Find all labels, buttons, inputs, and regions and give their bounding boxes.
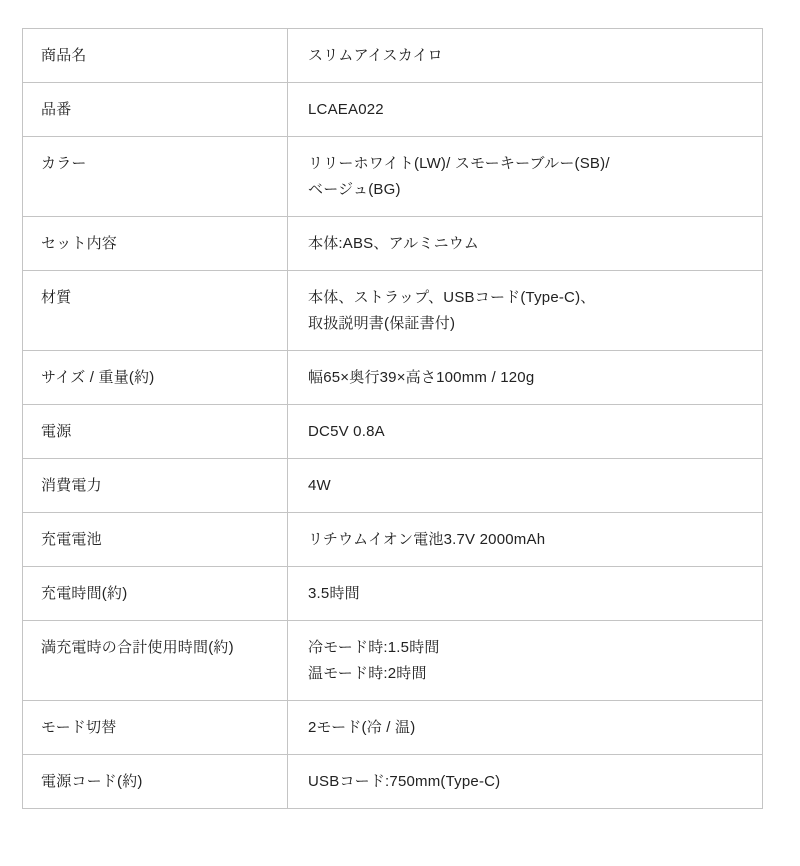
spec-label: 電源: [23, 405, 288, 459]
spec-value: [288, 459, 763, 513]
table-row: [23, 755, 763, 809]
spec-value-line: LCAEA022: [308, 100, 384, 118]
spec-label: サイズ / 重量(約): [23, 351, 288, 405]
spec-value: [288, 29, 763, 83]
spec-value-line: 冷モード時:1.5時間: [308, 638, 440, 656]
spec-value: [288, 755, 763, 809]
spec-value-line: 取扱説明書(保証書付): [308, 314, 456, 332]
spec-table-body: [23, 29, 763, 809]
spec-label: 商品名: [23, 29, 288, 83]
spec-value: [288, 405, 763, 459]
spec-value: [288, 351, 763, 405]
spec-value: [288, 83, 763, 137]
spec-value-line: 3.5時間: [308, 584, 360, 602]
spec-value-line: 本体、ストラップ、USBコード(Type-C)、: [308, 288, 596, 306]
table-row: [23, 513, 763, 567]
table-row: [23, 621, 763, 701]
spec-label: 電源コード(約): [23, 755, 288, 809]
spec-label: カラー: [23, 137, 288, 217]
spec-value: [288, 567, 763, 621]
table-row: [23, 83, 763, 137]
spec-value-line: ベージュ(BG): [308, 180, 401, 198]
spec-value-line: 2モード(冷 / 温): [308, 718, 416, 736]
spec-value-line: リチウムイオン電池3.7V 2000mAh: [308, 530, 546, 548]
spec-value-line: 温モード時:2時間: [308, 664, 427, 682]
table-row: [23, 137, 763, 217]
spec-value: [288, 217, 763, 271]
spec-value-line: DC5V 0.8A: [308, 422, 385, 440]
spec-value: [288, 271, 763, 351]
spec-label: 品番: [23, 83, 288, 137]
spec-label: 充電電池: [23, 513, 288, 567]
table-row: [23, 567, 763, 621]
spec-label: 消費電力: [23, 459, 288, 513]
spec-label: 材質: [23, 271, 288, 351]
spec-value: [288, 701, 763, 755]
spec-value-line: 幅65×奥行39×高さ100mm / 120g: [308, 368, 535, 386]
table-row: [23, 217, 763, 271]
table-row: [23, 351, 763, 405]
spec-value-line: 本体:ABS、アルミニウム: [308, 234, 480, 252]
spec-label: モード切替: [23, 701, 288, 755]
spec-value: [288, 621, 763, 701]
product-spec-section: [22, 28, 762, 809]
product-spec-table: [22, 28, 763, 809]
spec-value-line: 4W: [308, 476, 331, 494]
table-row: [23, 271, 763, 351]
table-row: [23, 701, 763, 755]
spec-value-line: USBコード:750mm(Type-C): [308, 772, 501, 790]
spec-label: 充電時間(約): [23, 567, 288, 621]
spec-value-line: スリムアイスカイロ: [308, 46, 443, 64]
spec-value-line: リリーホワイト(LW)/ スモーキーブルー(SB)/: [308, 154, 610, 172]
spec-value: [288, 137, 763, 217]
table-row: [23, 405, 763, 459]
spec-label: 満充電時の合計使用時間(約): [23, 621, 288, 701]
table-row: [23, 459, 763, 513]
spec-label: セット内容: [23, 217, 288, 271]
spec-value: [288, 513, 763, 567]
table-row: [23, 29, 763, 83]
